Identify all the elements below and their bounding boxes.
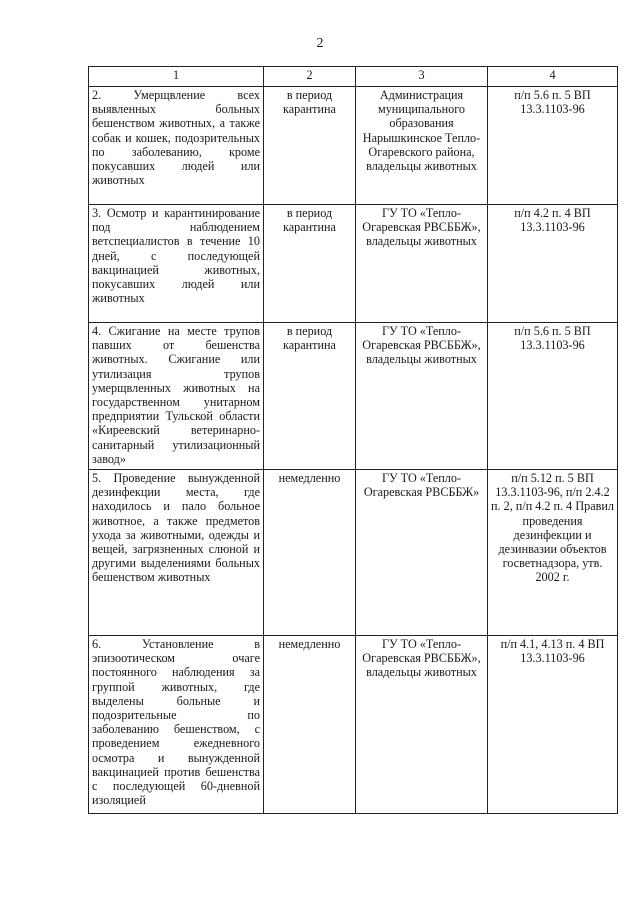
measure-cell: 6. Установление в эпизоотическом очаге постоянного наблюдения за группой животных, где выделены больные и подозрительные по заболеванию бешенством, с проведением ежедневного осмотра и вынужденной вакцинацией против бешенства с последующей 60-дневной изоляцией — [89, 636, 264, 814]
page-number: 2 — [316, 36, 324, 51]
column-number-4: 4 — [488, 67, 618, 87]
measure-cell: 5. Проведение вынужденной дезинфекции места, где находилось и пало больное животное, а также предметов ухода за животными, одежды и вещей, загрязненных слюной и другими выделениями больных бешенством животных — [89, 470, 264, 636]
term-cell: в период карантина — [264, 323, 356, 470]
measure-cell: 4. Сжигание на месте трупов павших от бешенства животных. Сжигание или утилизация трупов умерщвленных животных на государственном унитарном предприятии Тульской области «Киреевский ветеринарно-санитарный утилизационный завод» — [89, 323, 264, 470]
term-cell: в период карантина — [264, 205, 356, 323]
responsible-cell: Администрация муниципального образования Нарышкинское Тепло-Огаревского района, владельцы животных — [356, 87, 488, 205]
term-cell: немедленно — [264, 470, 356, 636]
term-cell: немедленно — [264, 636, 356, 814]
column-number-3: 3 — [356, 67, 488, 87]
basis-cell: п/п 5.6 п. 5 ВП 13.3.1103-96 — [488, 323, 618, 470]
responsible-cell: ГУ ТО «Тепло-Огаревская РВСББЖ», владельцы животных — [356, 323, 488, 470]
column-number-1: 1 — [89, 67, 264, 87]
table-header-row — [89, 67, 618, 87]
table-row — [89, 470, 618, 636]
measure-cell: 3. Осмотр и карантинирование под наблюдением ветспециалистов в течение 10 дней, с последующей вакцинацией животных, покусавших людей или животных — [89, 205, 264, 323]
column-number-2: 2 — [264, 67, 356, 87]
term-cell: в период карантина — [264, 87, 356, 205]
table-row — [89, 323, 618, 470]
table-row — [89, 636, 618, 814]
basis-cell: п/п 4.2 п. 4 ВП 13.3.1103-96 — [488, 205, 618, 323]
measures-table — [88, 66, 618, 814]
responsible-cell: ГУ ТО «Тепло-Огаревская РВСББЖ», владельцы животных — [356, 205, 488, 323]
basis-cell: п/п 4.1, 4.13 п. 4 ВП 13.3.1103-96 — [488, 636, 618, 814]
responsible-cell: ГУ ТО «Тепло-Огаревская РВСББЖ» — [356, 470, 488, 636]
table-row — [89, 87, 618, 205]
table-row — [89, 205, 618, 323]
basis-cell: п/п 5.6 п. 5 ВП 13.3.1103-96 — [488, 87, 618, 205]
measure-cell: 2. Умерщвление всех выявленных больных бешенством животных, а также собак и кошек, подозрительных по заболеванию, кроме покусавших людей или животных — [89, 87, 264, 205]
basis-cell: п/п 5.12 п. 5 ВП 13.3.1103-96, п/п 2.4.2 п. 2, п/п 4.2 п. 4 Правил проведения дезинфекции и дезинвазии объектов госветнадзора, утв. 2002 г. — [488, 470, 618, 636]
responsible-cell: ГУ ТО «Тепло-Огаревская РВСББЖ», владельцы животных — [356, 636, 488, 814]
